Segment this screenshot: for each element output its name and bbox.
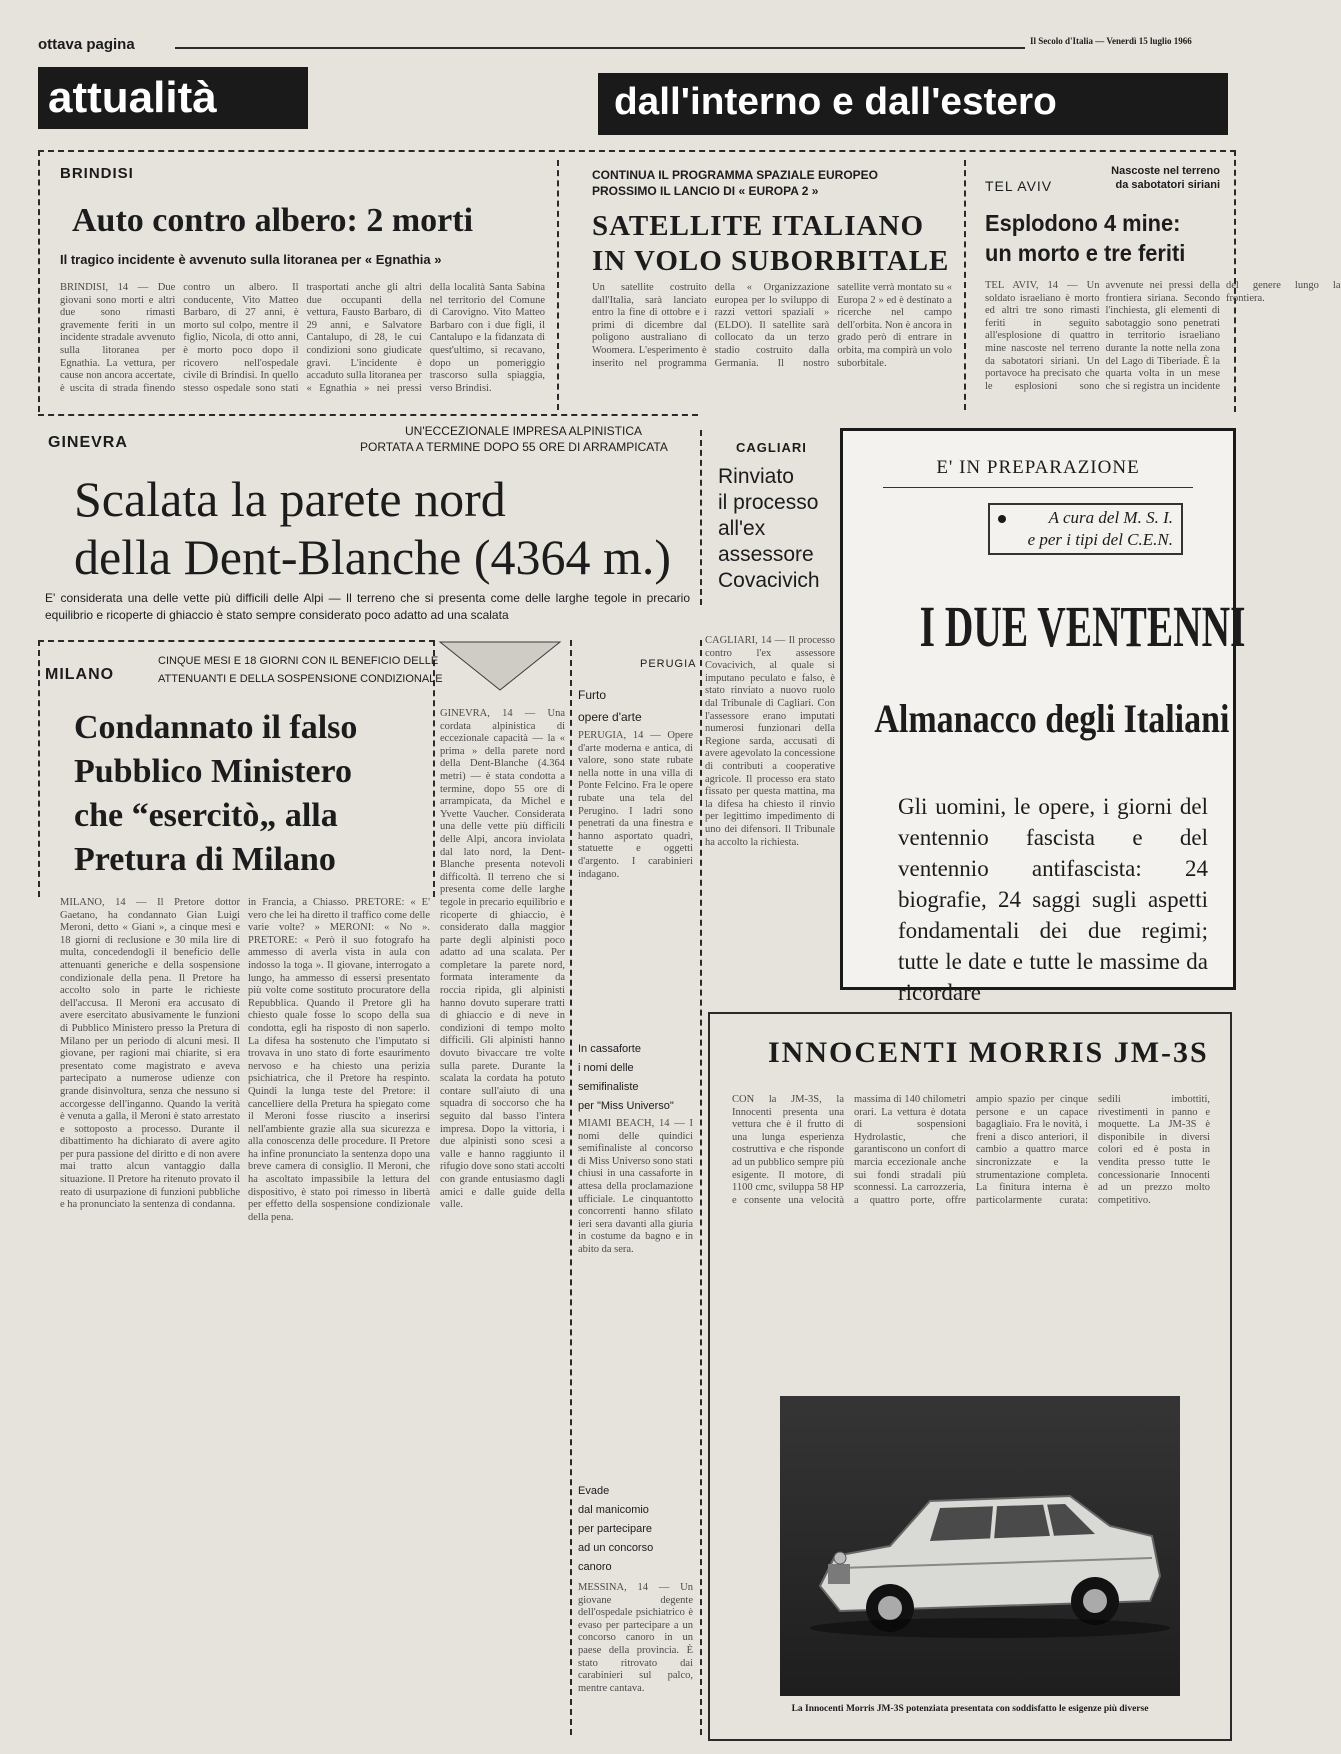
ginevra-kicker-1: UN'ECCEZIONALE IMPRESA ALPINISTICA <box>405 424 643 438</box>
banner-left: attualità <box>38 67 308 129</box>
almanacco-ad <box>840 428 1246 1005</box>
milano-body-col1: MILANO, 14 — Il Pretore dottor Gaetano, ha condannato Gian Luigi Meroni, detto « Giani », a cinque mesi e 18 giorni di reclusione e 30 mila lire di multa, concedendogli il beneficio delle attenuanti generiche e della sospensione condizionale della pena. Il Pretore ha accolto solo in parte le richieste dell'accusa. Il Meroni era accusato di avere esercitato abusivamente le funzioni di Pubblico Ministero presso la Pretura di Milano per un periodo di alcuni mesi. Il giovane, per ragioni mai chiarite, si era presentato come magistrato e aveva partecipato a numerose udienze con grande disinvoltura, senza che nessuno si accorgesse dell'inganno. Quando la verità è venuta a galla, il Meroni è stato arrestato e sottoposto a processo. Durante il dibattimento ha dichiarato di avere agito per pura passione del diritto e di non avere mai tratto alcun vantaggio dalla situazione. Il Pretore ha ritenuto provato il reato di usurpazione di funzioni pubbliche e ha pronunciato la sentenza di condanna. <box>60 897 243 1211</box>
ginevra-triangle <box>440 642 560 690</box>
perugia-dateline: PERUGIA <box>640 658 697 670</box>
perugia-body-3: MESSINA, 14 — Un giovane degente dell'ospedale psichiatrico è evaso per partecipare a un concorso canoro in un paese della provincia. È stato ritrovato dai carabinieri sul palco, mentre cantava. <box>578 1582 696 1694</box>
ginevra-rule <box>38 414 698 416</box>
satellite-body: Un satellite costruito dall'Italia, sarà lanciato entro la fine di ottobre e i primi di dicembre dal poligono australiano di Woomera. L'esperimento è inserito nel programma della « Organizzazione europea per lo sviluppo di razzi vettori spaziali » (ELDO). Il satellite sarà collocato da un terzo stadio costruito dalla Germania. Il nostro satellite verrà montato su « Europa 2 » ed è destinato a ricerche nel campo dell'orbita. Non è ancora in grado però di entrare in orbita, ma compirà un volo suborbitale. <box>592 282 955 369</box>
almanacco-rule <box>883 487 1193 488</box>
ginevra-kicker-2: PORTATA A TERMINE DOPO 55 ORE DI ARRAMPICATA <box>360 440 668 454</box>
banner-right: dall'interno e dall'estero <box>598 73 1228 135</box>
telaviv-kicker: Nascoste nel terreno da sabotatori siriani <box>1111 165 1220 191</box>
brindisi-dateline: BRINDISI <box>60 165 134 182</box>
ginevra-subhead: E' considerata una delle vette più difficili delle Alpi — Il terreno che si presenta come delle larghe tegole in precario equilibrio e ricoperte di ghiaccio è stato sempre considerato poco adatto ad una scalata <box>45 591 690 622</box>
perugia-headline: Furto opere d'arte <box>578 688 642 724</box>
perugia-body-2: MIAMI BEACH, 14 — I nomi delle quindici semifinaliste al concorso di Miss Universo sono stati chiusi in una cassaforte in attesa della proclamazione ufficiale. Le cinquantotto concorrenti hanno sfilato ieri sera davanti alla giuria in costume da bagno e in abito da sera. <box>578 1118 696 1255</box>
innocenti-headline: INNOCENTI MORRIS JM-3S <box>768 1036 1209 1069</box>
perugia-body-1: PERUGIA, 14 — Opere d'arte moderna e antica, di valore, sono state rubate nella notte in una villa di Ponte Felcino. Fra le opere rubate una tela del Perugino. I ladri sono penetrati da una finestra e hanno asportato quadri, statuette e oggetti d'argento. I carabinieri indagano. <box>578 730 696 880</box>
satellite-headline-1: SATELLITE ITALIANO <box>592 210 925 242</box>
row1-divider-2 <box>964 160 966 410</box>
telaviv-headline-1: Esplodono 4 mine: <box>985 210 1181 236</box>
paper-date: Il Secolo d'Italia — Venerdì 15 luglio 1966 <box>1030 36 1192 46</box>
cagliari-dateline: CAGLIARI <box>736 440 807 455</box>
milano-kicker-2: ATTENUANTI E DELLA SOSPENSIONE CONDIZIONALE <box>158 673 443 685</box>
almanacco-description: Gli uomini, le opere, i giorni del ventennio fascista e del ventennio antifascista: 24 biografie, 24 saggi sugli aspetti fondamentali dei due regimi; tutte le date e tutte le massime da ricordare <box>898 794 1208 1005</box>
telaviv-body: TEL AVIV, 14 — Un soldato israeliano è morto ed altri tre sono rimasti feriti in seguito all'esplosione di quattro mine nascoste nel terreno da sabotatori siriani. Un portavoce ha precisato che le esplosioni sono avvenute nei pressi della frontiera siriana. Secondo l'inchiesta, gli elementi di sabotaggio sono penetrati in territorio israeliano durante la notte nella zona del Lago di Tiberiade. È la quarta volta in un mese che si registra un incidente del genere lungo la frontiera. <box>985 280 1341 392</box>
innocenti-body: CON la JM-3S, la Innocenti presenta una vettura che è il frutto di una lunga esperienza costruttiva e che risponde ad un pubblico sempre più esigente. Il motore, di 1100 cmc, sviluppa 58 HP e consente una velocità massima di 140 chilometri orari. La vettura è dotata di sospensioni Hydrolastic, che garantiscono un confort di marcia eccezionale anche sui fondi stradali più sconnessi. La carrozzeria, a quattro porte, offre ampio spazio per cinque persone e un capace bagagliaio. Fra le novità, i freni a disco anteriori, il cambio a quattro marce sincronizzate e la strumentazione completa. La finitura interna è particolarmente curata: sedili imbottiti, rivestimenti in panno e moquette. La JM-3S è disponibile in diversi colori ed è posta in vendita presso tutte le concessionarie Innocenti ad un prezzo molto competitivo. <box>732 1094 1213 1206</box>
innocenti-ad <box>708 1012 1232 1741</box>
page-label: ottava pagina <box>38 36 135 53</box>
almanacco-kicker: E' IN PREPARAZIONE <box>936 457 1140 478</box>
almanacco-subtitle: Almanacco degli Italiani <box>874 696 1230 741</box>
ginevra-body: GINEVRA, 14 — Una cordata alpinistica di eccezionale capacità — la « prima » della parete nord della Dent-Blanche (4.364 metri) — è stata condotta a termine, dopo 55 ore di arrampicata, da Michel e Yvette Vaucher. Considerata una delle vette più difficili delle Alpi, ancora inviolata dal lato nord, la Dent-Blanche presenta notevoli difficoltà. Il terreno che si presenta come delle larghe tegole in precario equilibrio e ricoperte di ghiaccio, è considerato dalla maggior parte degli alpinisti poco adatto ad una scalata. Per completare la parete nord, formata interamente da roccia ripida, gli alpinisti hanno dovuto superare tratti di ghiaccio e di neve in condizioni di tempo molto difficili. Gli alpinisti hanno dovuto bivaccare tre volte sulla parete. Durante la scalata la cordata ha potuto contare sull'aiuto di una squadra di soccorso che ha seguito dal basso l'intera impresa. Dopo la vittoria, i due alpinisti sono scesi a valle e hanno raggiunto il rifugio dove sono stati accolti con grande entusiasmo dagli amici e dalle guide della valle. <box>440 708 568 1211</box>
ginevra-headline-2: della Dent-Blanche (4364 m.) <box>74 529 672 585</box>
telaviv-headline-2: un morto e tre feriti <box>985 240 1186 266</box>
bullet-icon <box>998 515 1006 523</box>
header-rule <box>175 47 1025 49</box>
brindisi-headline: Auto contro albero: 2 morti <box>72 202 474 239</box>
cagliari-body: CAGLIARI, 14 — Il processo contro l'ex assessore Covacivich, al quale si imputano peculato e falso, è stato rinviato a nuovo ruolo dal Tribunale di Cagliari. Con l'assessore erano imputati numerosi funzionari della Regione sarda, accusati di avere agevolato la concessione di contributi a cooperative agricole. Il processo era stato fissato per questa mattina, ma la difesa ha chiesto il rinvio per legittimo impedimento di uno dei difensori. Il Tribunale ha accolto la richiesta. <box>705 635 838 848</box>
ginevra-dateline: GINEVRA <box>48 434 128 451</box>
brindisi-subhead: Il tragico incidente è avvenuto sulla litoranea per « Egnathia » <box>60 252 442 267</box>
milano-headline: Condannato il falso Pubblico Ministero che “esercitò„ alla Pretura di Milano <box>74 709 358 878</box>
almanacco-note: A cura del M. S. I. e per i tipi del C.E.N. <box>988 503 1183 555</box>
satellite-kicker-2: PROSSIMO IL LANCIO DI « EUROPA 2 » <box>592 184 819 198</box>
innocenti-caption: La Innocenti Morris JM-3S potenziata presentata con soddisfatto le esigenze più diverse <box>791 1704 1149 1714</box>
brindisi-body: BRINDISI, 14 — Due giovani sono morti e altri due sono rimasti gravemente feriti in un incidente stradale avvenuto sulla litoranea per Egnathia. La vettura, per cause non ancora accertate, è uscita di strada finendo contro un albero. Il conducente, Vito Matteo Barbaro, di 27 anni, è morto sul colpo, mentre il figlio, Nicola, di otto anni, è morto poco dopo il ricovero nell'ospedale civile di Brindisi. In quello stesso ospedale sono stati trasportati anche gli altri due occupanti della vettura, Fausto Barbaro, di 29 anni, e Salvatore Cantalupo, di 28, le cui condizioni sono giudicate gravi. L'incidente è accaduto sulla litoranea per « Egnathia » nei pressi della località Santa Sabina nel territorio del Comune di Carovigno. Vito Matteo Barbaro con i due figli, il Cantalupo e la fidanzata di quest'ultimo, si recavano, dopo un pomeriggio trascorso sulla spiaggia, verso Brindisi. <box>60 282 548 394</box>
satellite-kicker-1: CONTINUA IL PROGRAMMA SPAZIALE EUROPEO <box>592 168 879 182</box>
milano-kicker-1: CINQUE MESI E 18 GIORNI CON IL BENEFICIO DELLE <box>158 655 439 667</box>
ginevra-headline-1: Scalata la parete nord <box>74 471 506 527</box>
miss-universo-headline: In cassaforte i nomi delle semifinaliste per "Miss Universo" <box>578 1043 674 1112</box>
manicomio-headline: Evade dal manicomio per partecipare ad un concorso canoro <box>578 1485 654 1573</box>
almanacco-title: I DUE VENTENNI <box>919 594 1246 659</box>
satellite-headline-2: IN VOLO SUBORBITALE <box>592 245 950 277</box>
cagliari-headline: Rinviato il processo all'ex assessore Covacivich <box>718 465 820 592</box>
telaviv-dateline: TEL AVIV <box>985 178 1053 194</box>
car-photo <box>780 1396 1180 1696</box>
milano-body-col2: in Francia, a Chiasso. PRETORE: « E' vero che lei ha diretto il traffico come delle varie volte? » MERONI: « No ». PRETORE: « Però il suo fotografo ha ammesso di averla vista in aula con indosso la toga ». Il giovane, interrogato a lungo, ha ammesso di essersi presentato più volte come sostituto procuratore della Repubblica. Quando il Pretore gli ha chiesto quale fosse lo scopo della sua condotta, egli ha risposto di non saperlo. La difesa ha sostenuto che l'imputato si trovava in uno stato di forte esaurimento nervoso e ha chiesto una perizia psichiatrica, che il Pretore ha respinto. Quindi la lunga teste del Pretore: il cancelliere della Pretura ha spiegato come il Meroni fosse riuscito a inserirsi nell'ambiente grazie alla sua sicurezza e alla conoscenza delle procedure. Il Pretore ha infine pronunciato la sentenza dopo una breve camera di consiglio. Il Meroni, che ha ascoltato impassibile la lettura del dispositivo, è stato poi rimesso in libertà per effetto della sospensione condizionale della pena. <box>248 897 433 1223</box>
row1-divider-1 <box>557 160 559 410</box>
milano-dateline: MILANO <box>45 666 115 683</box>
